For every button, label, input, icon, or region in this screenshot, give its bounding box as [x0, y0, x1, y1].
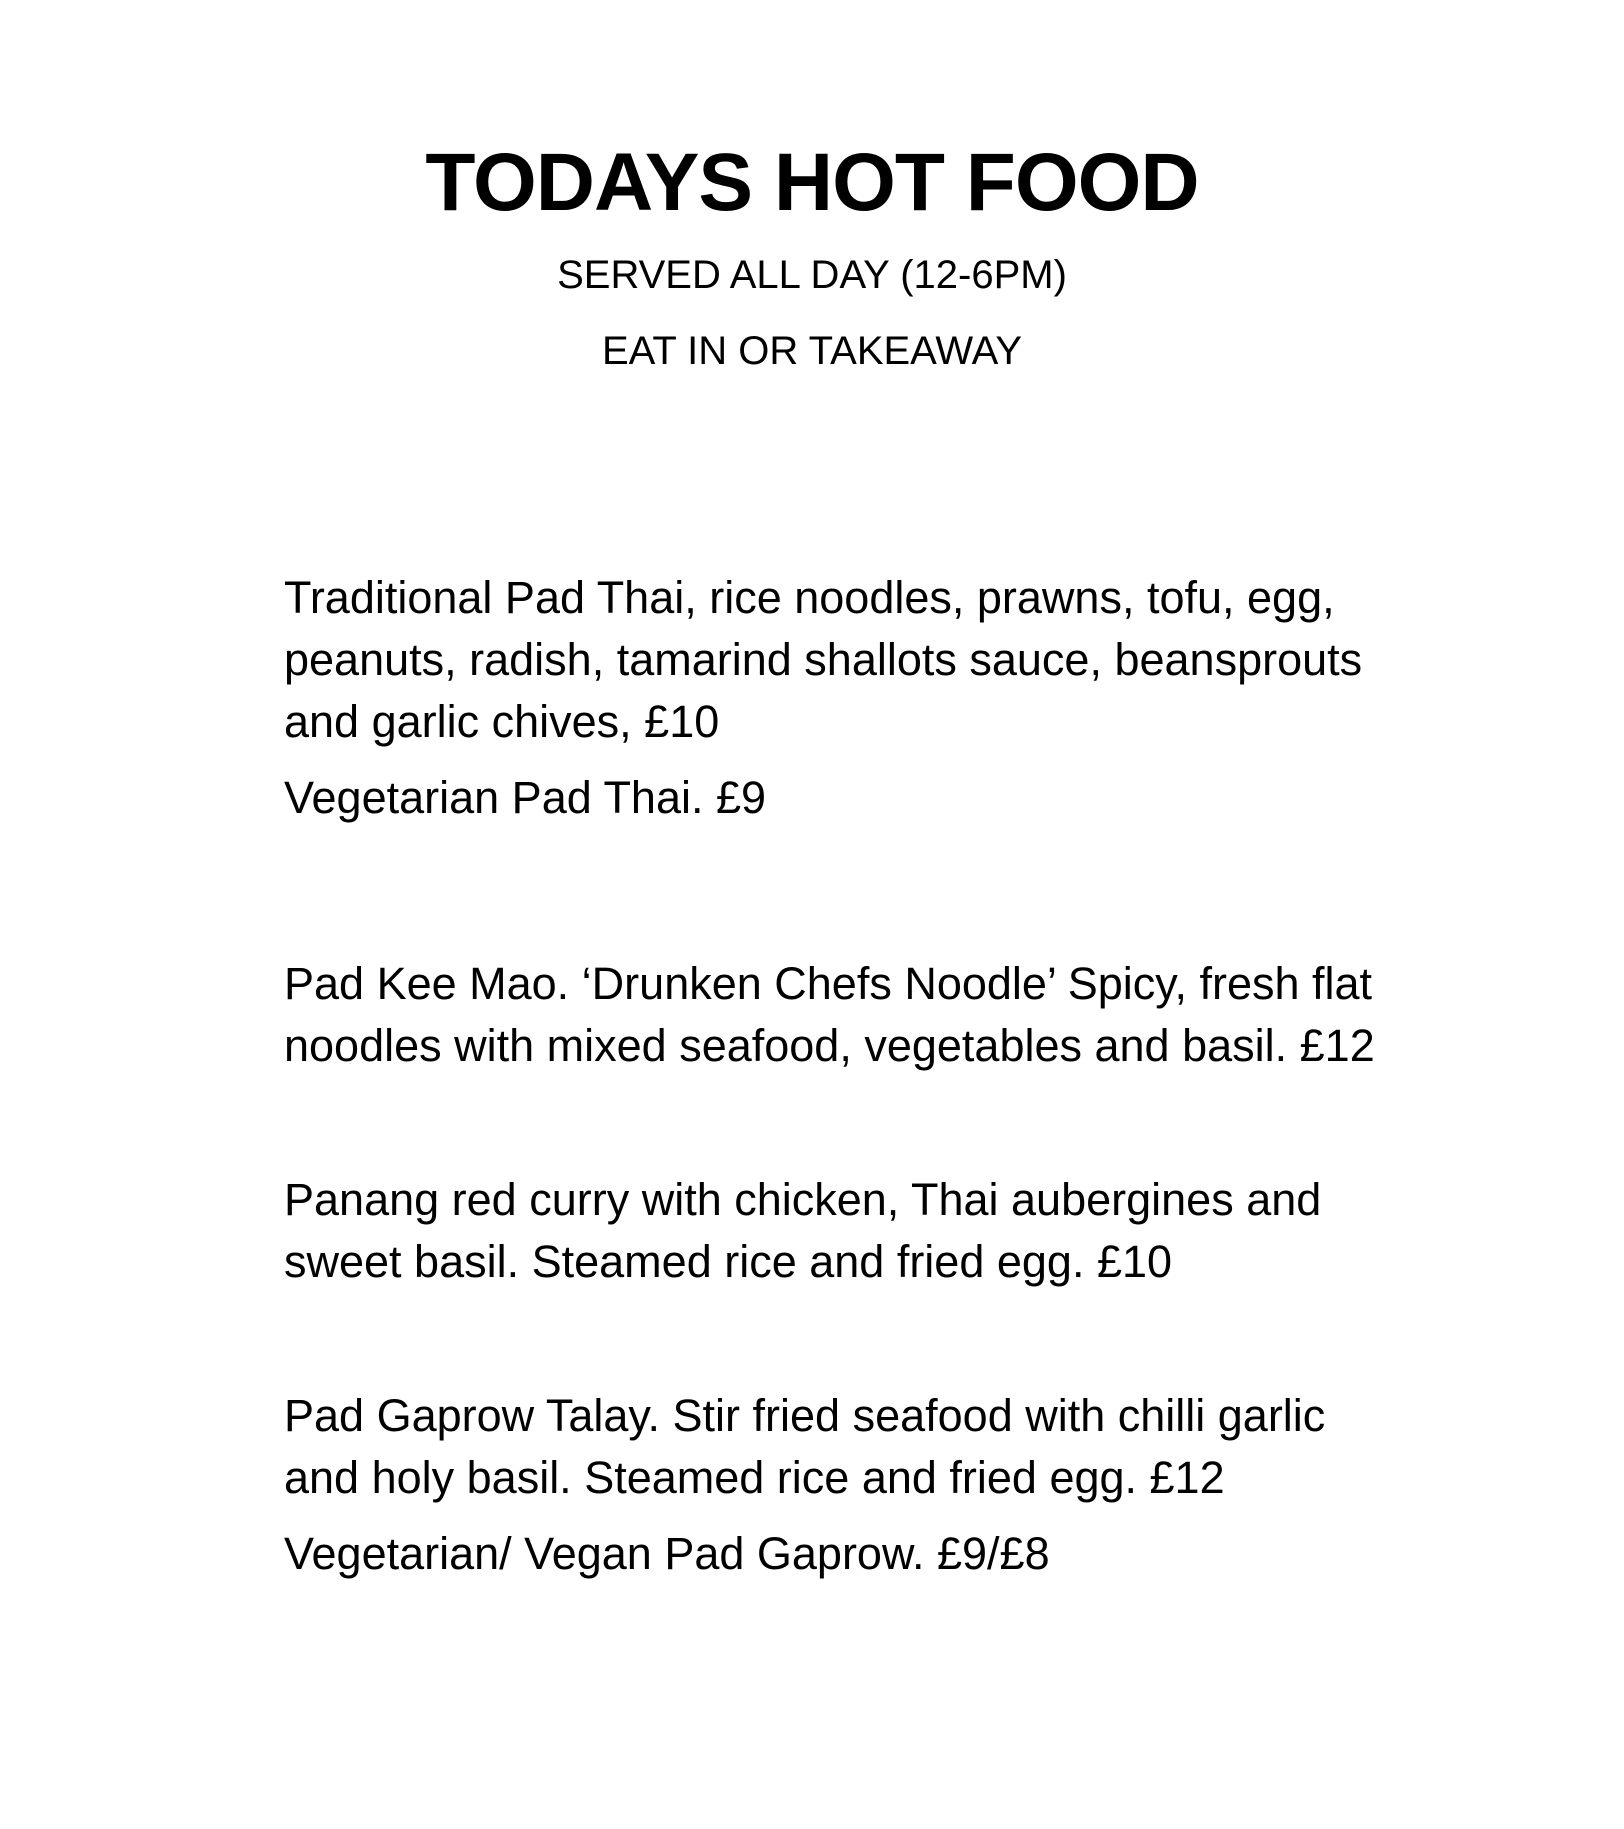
menu-item-description: Traditional Pad Thai, rice noodles, prawns, tofu, egg, peanuts, radish, tamarind shallots sauce, beansprouts and garlic chives, £10 [284, 572, 1363, 747]
menu-item-variant: Vegetarian Pad Thai. £9 [284, 772, 767, 823]
menu-item-description: Panang red curry with chicken, Thai aubergines and sweet basil. Steamed rice and fried egg. £10 [284, 1174, 1322, 1287]
service-type: EAT IN OR TAKEAWAY [601, 329, 1023, 373]
menu-header [0, 128, 1624, 374]
page-title: TODAYS HOT FOOD [425, 137, 1199, 228]
menu-item-variant: Vegetarian/ Vegan Pad Gaprow. £9/£8 [284, 1528, 1050, 1579]
menu-item-pad-kee-mao [284, 953, 1404, 1077]
menu-item-panang-curry [284, 1169, 1404, 1293]
menu-item-description: Pad Gaprow Talay. Stir fried seafood with chilli garlic and holy basil. Steamed rice and fried egg. £12 [284, 1390, 1326, 1503]
menu-item-pad-thai [284, 567, 1404, 829]
menu-list [284, 567, 1404, 1585]
menu-item-description: Pad Kee Mao. ‘Drunken Chefs Noodle’ Spicy, fresh flat noodles with mixed seafood, vegetables and basil. £12 [284, 958, 1375, 1071]
served-hours: SERVED ALL DAY (12-6PM) [557, 253, 1067, 297]
menu-item-pad-gaprow-talay [284, 1385, 1404, 1585]
